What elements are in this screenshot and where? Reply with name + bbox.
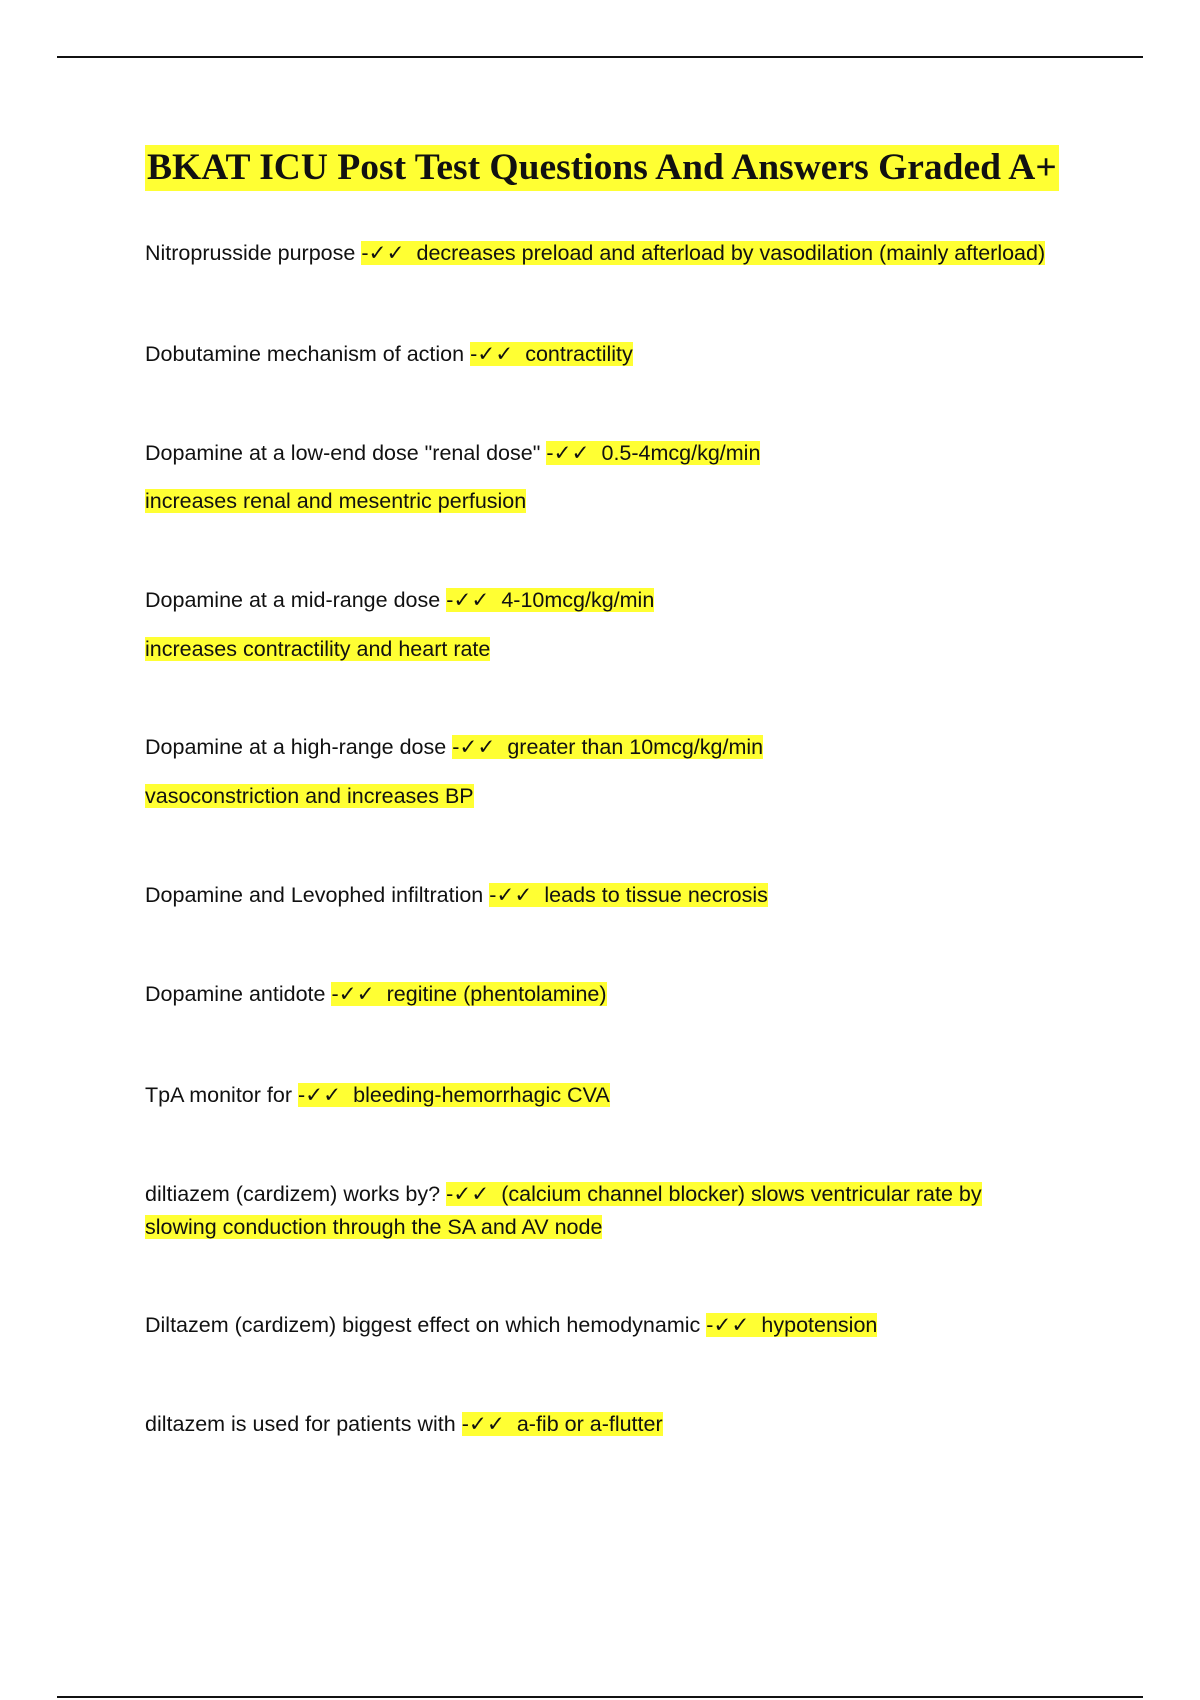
separator: - <box>446 588 454 612</box>
answer-text: greater than 10mcg/kg/min <box>507 735 764 759</box>
answer-highlight <box>446 1182 982 1206</box>
qa-entry-7 <box>145 1080 610 1111</box>
separator: - <box>461 1412 469 1436</box>
answer-continuation: increases contractility and heart rate <box>145 637 491 661</box>
answer-text: contractility <box>525 342 633 366</box>
qa-entry-2-continuation <box>145 486 526 516</box>
question-text: Dopamine at a low-end dose "renal dose" <box>145 441 541 465</box>
check-mark-icon: ✓✓ <box>713 1313 750 1338</box>
answer-text: 4-10mcg/kg/min <box>501 588 655 612</box>
check-mark-icon: ✓✓ <box>453 588 490 613</box>
answer-text: regitine (phentolamine) <box>386 982 607 1006</box>
check-mark-icon: ✓✓ <box>477 342 514 367</box>
qa-entry-8-continuation <box>145 1212 602 1242</box>
qa-entry-0 <box>145 238 1045 269</box>
question-text: Dopamine and Levophed infiltration <box>145 883 484 907</box>
question-text: diltiazem (cardizem) works by? <box>145 1182 441 1206</box>
separator: - <box>331 982 339 1006</box>
document-title: BKAT ICU Post Test Questions And Answers Graded A+ <box>145 145 1059 191</box>
question-text: Dopamine antidote <box>145 982 326 1006</box>
qa-entry-2 <box>145 438 760 469</box>
answer-text: a-fib or a-flutter <box>516 1412 663 1436</box>
question-text: Dobutamine mechanism of action <box>145 342 465 366</box>
check-mark-icon: ✓✓ <box>368 241 405 266</box>
question-text: Diltazem (cardizem) biggest effect on which hemodynamic <box>145 1313 701 1337</box>
answer-highlight <box>470 342 633 366</box>
separator: - <box>361 241 369 265</box>
answer-text: hypotension <box>761 1313 878 1337</box>
answer-text: (calcium channel blocker) slows ventricular rate by <box>501 1182 982 1206</box>
answer-highlight <box>546 441 760 465</box>
qa-entry-10 <box>145 1409 663 1440</box>
question-text: Nitroprusside purpose <box>145 241 356 265</box>
separator: - <box>470 342 478 366</box>
check-mark-icon: ✓✓ <box>453 1182 490 1207</box>
answer-continuation: vasoconstriction and increases BP <box>145 784 474 808</box>
separator: - <box>489 883 497 907</box>
answer-continuation: slowing conduction through the SA and AV node <box>145 1215 603 1239</box>
qa-entry-6 <box>145 979 607 1010</box>
answer-text: bleeding-hemorrhagic CVA <box>353 1083 610 1107</box>
check-mark-icon: ✓✓ <box>496 883 533 908</box>
qa-entry-1 <box>145 339 633 370</box>
question-text: diltazem is used for patients with <box>145 1412 456 1436</box>
qa-entry-4-continuation <box>145 781 474 811</box>
top-rule <box>57 56 1143 58</box>
separator: - <box>546 441 554 465</box>
qa-entry-4 <box>145 732 763 763</box>
check-mark-icon: ✓✓ <box>459 735 496 760</box>
answer-highlight <box>452 735 763 759</box>
answer-text: 0.5-4mcg/kg/min <box>601 441 761 465</box>
separator: - <box>297 1083 306 1107</box>
answer-highlight <box>489 883 768 907</box>
separator: - <box>446 1182 454 1206</box>
answer-highlight <box>361 241 1045 265</box>
check-mark-icon: ✓✓ <box>468 1412 505 1437</box>
check-mark-icon: ✓✓ <box>553 441 590 466</box>
qa-entry-9 <box>145 1310 877 1341</box>
check-mark-icon: ✓✓ <box>338 982 375 1007</box>
question-text: Dopamine at a high-range dose <box>145 735 447 759</box>
qa-entry-5 <box>145 880 768 911</box>
answer-highlight <box>706 1313 877 1337</box>
answer-highlight <box>331 982 606 1006</box>
answer-continuation: increases renal and mesentric perfusion <box>145 489 527 513</box>
question-text: TpA monitor for <box>145 1083 292 1107</box>
separator: - <box>452 735 460 759</box>
answer-highlight <box>446 588 654 612</box>
answer-text: leads to tissue necrosis <box>544 883 768 907</box>
answer-text: decreases preload and afterload by vasodilation (mainly afterload) <box>416 241 1046 265</box>
question-text: Dopamine at a mid-range dose <box>145 588 441 612</box>
qa-entry-8 <box>145 1179 982 1210</box>
answer-highlight <box>298 1083 610 1107</box>
answer-highlight <box>462 1412 663 1436</box>
qa-entry-3 <box>145 585 654 616</box>
separator: - <box>706 1313 714 1337</box>
check-mark-icon: ✓✓ <box>305 1083 342 1108</box>
qa-entry-3-continuation <box>145 634 490 664</box>
bottom-rule <box>57 1696 1143 1698</box>
